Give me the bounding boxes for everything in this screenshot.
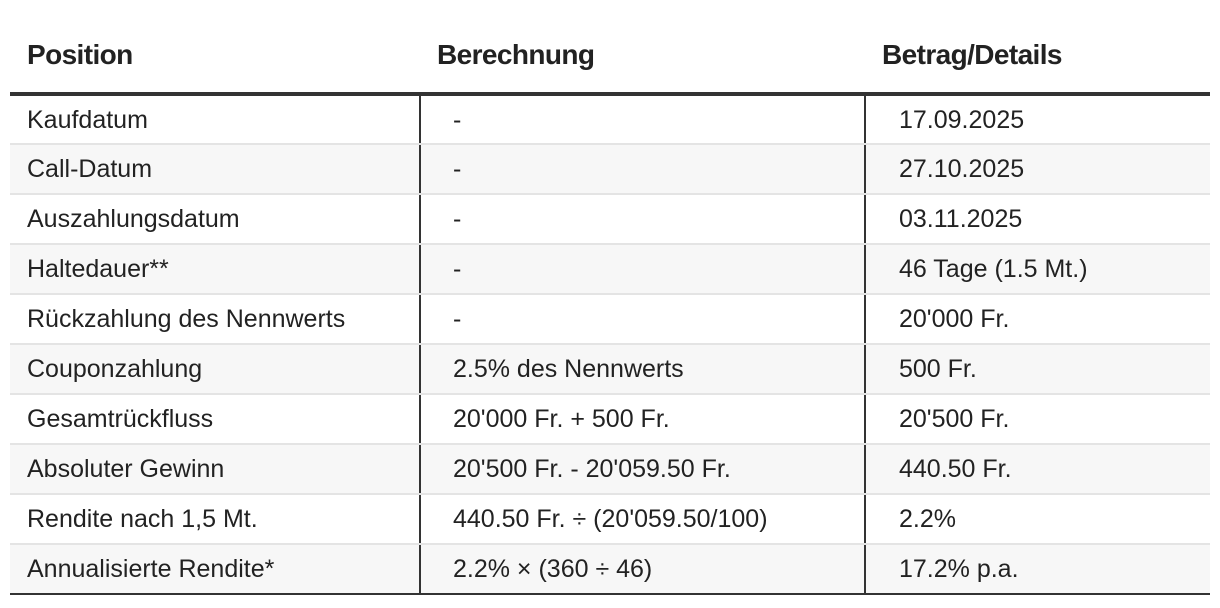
table-row [10, 344, 1210, 394]
cell-berechnung: 20'500 Fr. - 20'059.50 Fr. [420, 444, 865, 494]
cell-betrag: 2.2% [865, 494, 1210, 544]
cell-position: Call-Datum [10, 144, 420, 194]
cell-position: Haltedauer** [10, 244, 420, 294]
cell-betrag: 440.50 Fr. [865, 444, 1210, 494]
cell-betrag: 20'500 Fr. [865, 394, 1210, 444]
cell-berechnung: 2.5% des Nennwerts [420, 344, 865, 394]
cell-betrag: 46 Tage (1.5 Mt.) [865, 244, 1210, 294]
cell-betrag: 20'000 Fr. [865, 294, 1210, 344]
table-body [10, 94, 1210, 594]
header-row [10, 0, 1210, 94]
table-row [10, 94, 1210, 144]
table-row [10, 494, 1210, 544]
cell-berechnung: - [420, 144, 865, 194]
cell-position: Gesamtrückfluss [10, 394, 420, 444]
column-header-betrag-details: Betrag/Details [865, 0, 1210, 94]
cell-betrag: 500 Fr. [865, 344, 1210, 394]
cell-berechnung: - [420, 244, 865, 294]
results-table [10, 0, 1210, 595]
cell-berechnung: - [420, 194, 865, 244]
cell-betrag: 17.2% p.a. [865, 544, 1210, 594]
cell-berechnung: - [420, 294, 865, 344]
cell-berechnung: 20'000 Fr. + 500 Fr. [420, 394, 865, 444]
cell-berechnung: 440.50 Fr. ÷ (20'059.50/100) [420, 494, 865, 544]
column-header-berechnung: Berechnung [420, 0, 865, 94]
cell-berechnung: 2.2% × (360 ÷ 46) [420, 544, 865, 594]
table-row [10, 244, 1210, 294]
cell-position: Couponzahlung [10, 344, 420, 394]
results-table-container [10, 0, 1210, 595]
table-row [10, 144, 1210, 194]
table-row [10, 394, 1210, 444]
cell-position: Annualisierte Rendite* [10, 544, 420, 594]
cell-position: Absoluter Gewinn [10, 444, 420, 494]
column-header-position: Position [10, 0, 420, 94]
cell-betrag: 03.11.2025 [865, 194, 1210, 244]
table-row [10, 444, 1210, 494]
cell-position: Rendite nach 1,5 Mt. [10, 494, 420, 544]
cell-position: Rückzahlung des Nennwerts [10, 294, 420, 344]
table-row [10, 544, 1210, 594]
table-header [10, 0, 1210, 94]
cell-position: Kaufdatum [10, 94, 420, 144]
cell-position: Auszahlungsdatum [10, 194, 420, 244]
cell-betrag: 27.10.2025 [865, 144, 1210, 194]
table-row [10, 194, 1210, 244]
cell-berechnung: - [420, 94, 865, 144]
table-row [10, 294, 1210, 344]
cell-betrag: 17.09.2025 [865, 94, 1210, 144]
